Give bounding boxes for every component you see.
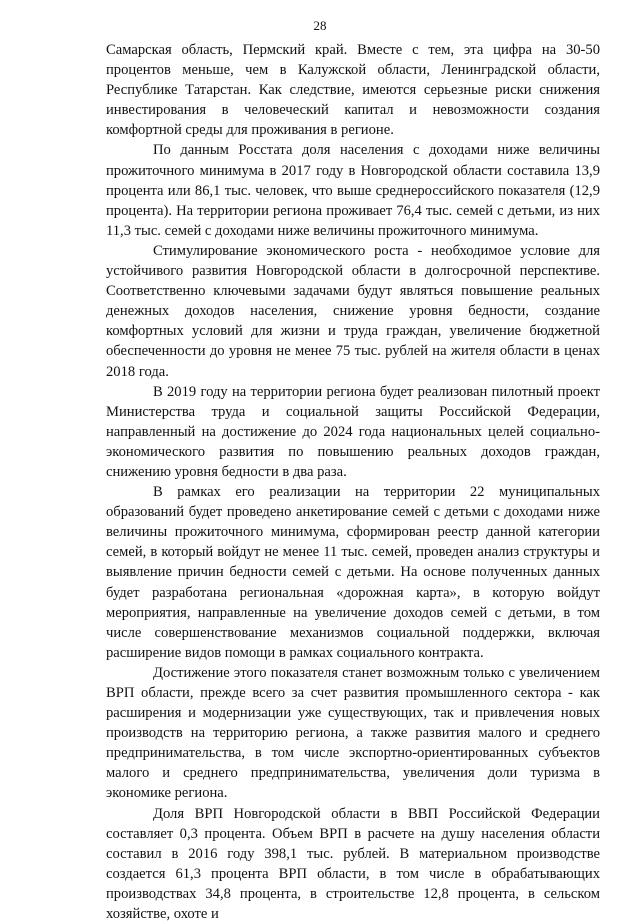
page-number: 28	[313, 18, 327, 33]
paragraph-implementation: В рамках его реализации на территории 22 муниципальных образований будет проведено анкетирование семей с детьми с доходами ниже величины прожиточного минимума, сформирован реестр данной категории семей, в который войдут не менее 11 тыс. семей, проведен анализ структуры и выявление причин бедности семей с детьми. На основе полученных данных будет разработана региональная «дорожная карта», в которую войдут мероприятия, направленные на увеличение доходов семей с детьми, в том числе совершенствование механизмов социальной поддержки, включая расширение видов помощи в рамках социального контракта.	[106, 484, 600, 661]
paragraph-grp-growth: Достижение этого показателя станет возможным только с увеличением ВРП области, прежде всего за счет развития промышленного сектора - как расширения и модернизации уже существующих, так и привлечения новых производств на территорию региона, а также развития малого и среднего предпринимательства, в том числе экспортно-ориентированных субъектов малого и среднего предпринимательства, увеличения доли туризма в экономике региона.	[106, 664, 600, 802]
document-body	[106, 40, 600, 924]
paragraph-pilot-project: В 2019 году на территории региона будет реализован пилотный проект Министерства труда и социальной защиты Российской Федерации, направленный на достижение до 2024 года национальных целей социально-экономического развития по повышению реальных доходов граждан, снижению уровня бедности в два раза.	[106, 383, 600, 480]
paragraph-economic-growth: Стимулирование экономического роста - необходимое условие для устойчивого развития Новгородской области в долгосрочной перспективе. Соответственно ключевыми задачами будут являться повышение реальных денежных доходов населения, снижение уровня бедности, создание комфортных условий для жизни и труда граждан, увеличение бюджетной обеспеченности до уровня не менее 75 тыс. рублей на жителя области в ценах 2018 года.	[106, 242, 600, 380]
paragraph-poverty-statistics: По данным Росстата доля населения с доходами ниже величины прожиточного минимума в 2017 году в Новгородской области составила 13,9 процента или 86,1 тыс. человек, что выше среднероссийского показателя (12,9 процента). На территории региона проживает 76,4 тыс. семей с детьми, из них 11,3 тыс. семей с доходами ниже величины прожиточного минимума.	[106, 142, 600, 239]
paragraph-continuation: Самарская область, Пермский край. Вместе с тем, эта цифра на 30-50 процентов меньше, чем в Калужской области, Ленинградской области, Республике Татарстан. Как следствие, имеются серьезные риски снижения инвестирования в человеческий капитал и невозможности создания комфортной среды для проживания в регионе.	[106, 42, 600, 139]
paragraph-grp-share: Доля ВРП Новгородской области в ВВП Российской Федерации составляет 0,3 процента. Объем ВРП в расчете на душу населения области составил в 2016 году 398,1 тыс. рублей. В материальном производстве создается 61,3 процента ВРП области, в том числе в обрабатывающих производствах 34,8 процента, в строительстве 12,8 процента, в сельском хозяйстве, охоте и	[106, 805, 600, 923]
